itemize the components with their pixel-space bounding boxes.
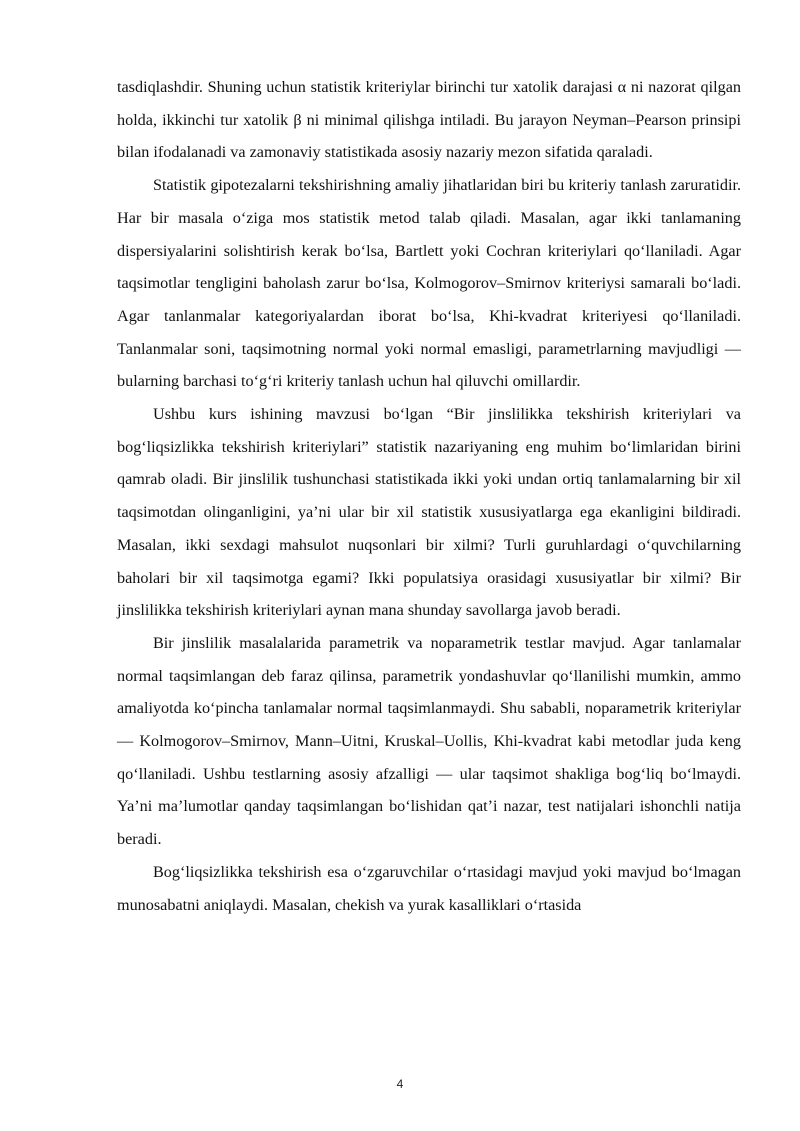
paragraph-parametric-tests: Bir jinslilik masalalarida parametrik va noparametrik testlar mavjud. Agar tanlamalar normal taqsimlangan deb faraz qilinsa, parametrik yondashuvlar qo‘llanilishi mumkin, ammo amaliyotda ko‘pincha tanlamalar normal taqsimlanmaydi. Shu sababli, noparametrik kriteriylar — Kolmogorov–Smirnov, Mann–Uitni, Kruskal–Uollis, Khi-kvadrat kabi metodlar juda keng qo‘llaniladi. Ushbu testlarning asosiy afzalligi — ular taqsimot shakliga bog‘liq bo‘lmaydi. Ya’ni ma’lumotlar qanday taqsimlangan bo‘lishidan qat’i nazar, test natijalari ishonchli natija beradi. [117, 633, 741, 849]
paragraph-criterion-selection: Statistik gipotezalarni tekshirishning amaliy jihatlaridan biri bu kriteriy tanlash zaruratidir. Har bir masala o‘ziga mos statistik metod talab qiladi. Masalan, agar ikki tanlamaning dispersiyalarini solishtirish kerak bo‘lsa, Bartlett yoki Cochran kriteriylari qo‘llaniladi. Agar taqsimotlar tengligini baholash zarur bo‘lsa, Kolmogorov–Smirnov kriteriysi samarali bo‘ladi. Agar tanlanmalar kategoriyalardan iborat bo‘lsa, Khi-kvadrat kriteriyesi qo‘llaniladi. Tanlanmalar soni, taqsimotning normal yoki normal emasligi, parametrlarning mavjudligi — bularning barchasi to‘g‘ri kriteriy tanlash uchun hal qiluvchi omillardir. [117, 176, 741, 391]
paragraph-continuation: tasdiqlashdir. Shuning uchun statistik kriteriylar birinchi tur xatolik darajasi α ni nazorat qilgan holda, ikkinchi tur xatolik β ni minimal qilishga intiladi. Bu jarayon Neyman–Pearson prinsipi bilan ifodalanadi va zamonaviy statistikada asosiy nazariy mezon sifatida qaraladi. [117, 78, 741, 162]
page-number: 4 [396, 1077, 404, 1091]
paragraph-course-topic: Ushbu kurs ishining mavzusi bo‘lgan “Bir jinslilikka tekshirish kriteriylari va bog‘liqsizlikka tekshirish kriteriylari” statistik nazariyaning eng muhim bo‘limlaridan birini qamrab oladi. Bir jinslilik tushunchasi statistikada ikki yoki undan ortiq tanlamalarning bir xil taqsimotdan olinganligini, ya’ni ular bir xil statistik xususiyatlarga ega ekanligini bildiradi. Masalan, ikki sexdagi mahsulot nuqsonlari bir xilmi? Turli guruhlardagi o‘quvchilarning baholari bir xil taqsimotga egami? Ikki populatsiya orasidagi xususiyatlar bir xilmi? Bir jinslilikka tekshirish kriteriylari aynan mana shunday savollarga javob beradi. [117, 405, 741, 620]
paragraph-independence: Bog‘liqsizlikka tekshirish esa o‘zgaruvchilar o‘rtasidagi mavjud yoki mavjud bo‘lmagan munosabatni aniqlaydi. Masalan, chekish va yurak kasalliklari o‘rtasida [117, 862, 741, 914]
page-body [117, 71, 741, 921]
